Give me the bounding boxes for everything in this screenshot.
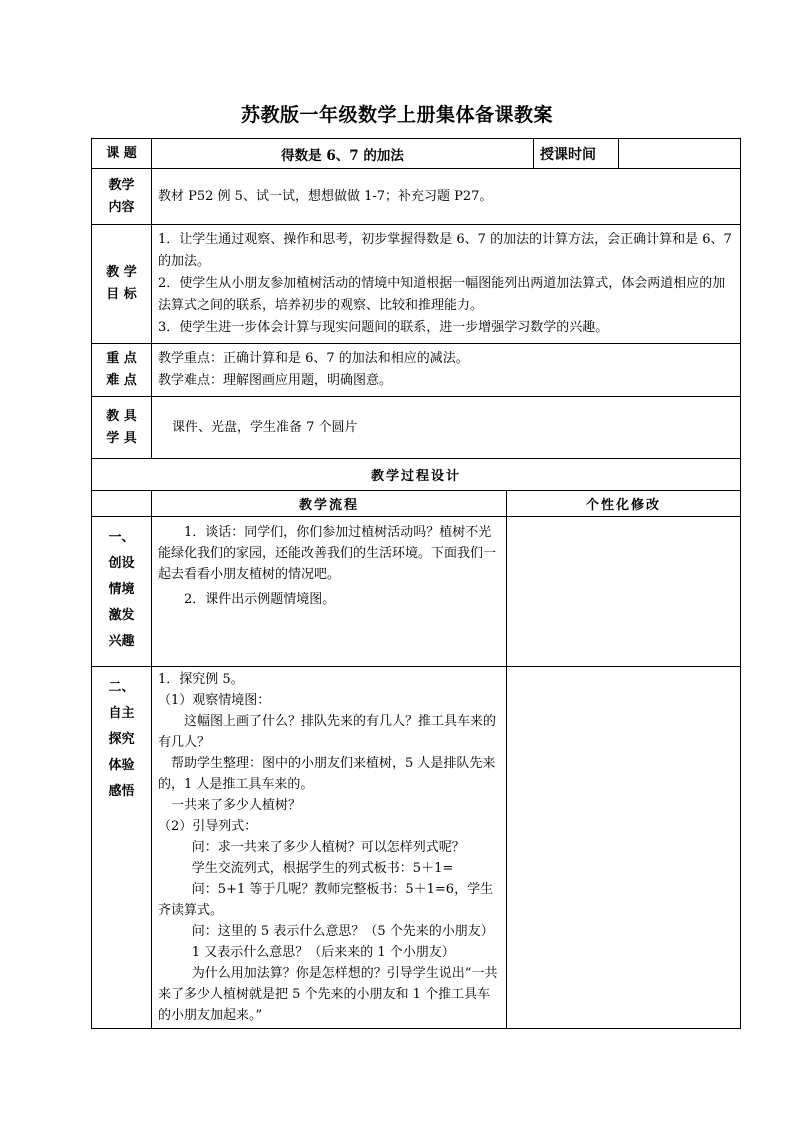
goals-label-line2: 目 标 <box>106 287 137 302</box>
keypoints-label <box>92 344 152 397</box>
section1-modify <box>507 517 741 667</box>
tools-label-line2: 学 具 <box>106 430 137 446</box>
flow-line: （2）引导列式： <box>158 819 258 834</box>
keypoints-row <box>92 344 741 397</box>
topic-label: 课 题 <box>92 139 152 169</box>
header-row <box>92 139 741 169</box>
tools-label <box>92 397 152 459</box>
key-point: 教学重点：正确计算和是 6、7 的加法和相应的减法。 <box>158 351 469 366</box>
content-label-line1: 教学 <box>108 177 135 193</box>
tools-text: 课件、光盘，学生准备 7 个圆片 <box>152 397 741 459</box>
process-heading-row <box>92 459 741 491</box>
content-label <box>92 169 152 225</box>
content-text: 教材 P52 例 5、试一试，想想做做 1-7；补充习题 P27。 <box>152 169 741 225</box>
flow-line: 问：这里的 5 表示什么意思？（5 个先来的小朋友） <box>191 924 494 939</box>
flow-line: 1．谈话：同学们，你们参加过植树活动吗？植树不光能绿化我们的家园，还能改善我们的生活环境。下面我们一起去看看小朋友植树的情况吧。 <box>158 525 497 582</box>
flow-line: 问：求一共来了多少人植树？可以怎样列式呢？ <box>191 840 465 855</box>
goals-label-line1: 教 学 <box>106 265 137 280</box>
flow-line: 2．课件出示例题情境图。 <box>184 592 336 607</box>
goals-text <box>152 225 741 344</box>
section1-label: 一、 创设 情境 激发 兴趣 <box>92 517 152 667</box>
keypoints-label-line1: 重 点 <box>106 351 137 366</box>
time-value <box>619 139 741 169</box>
keypoints-text <box>152 344 741 397</box>
modify-heading: 个性化修改 <box>507 491 741 517</box>
section2-label: 二、 自主 探究 体验 感悟 <box>92 667 152 1029</box>
flow-line: 这幅图上画了什么？排队先来的有几人？推工具车来的有几人？ <box>158 714 497 750</box>
content-row <box>92 169 741 225</box>
goal-item: 3．使学生进一步体会计算与现实问题间的联系，进一步增强学习数学的兴趣。 <box>158 320 609 335</box>
flow-line: 帮助学生整理：图中的小朋友们来植树，5 人是排队先来的，1 人是推工具车来的。 <box>158 756 496 792</box>
flow-line: 一共来了多少人植树？ <box>171 798 302 813</box>
section2-row <box>92 667 741 1029</box>
flow-heading-row <box>92 491 741 517</box>
section1-row <box>92 517 741 667</box>
flow-line: 1．探究例 5。 <box>158 672 244 687</box>
flow-line: 问：5+1 等于几呢？教师完整板书：5＋1=6，学生齐读算式。 <box>158 882 494 918</box>
section1-flow <box>152 517 507 667</box>
goal-item: 2．使学生从小朋友参加植树活动的情境中知道根据一幅图能列出两道加法算式，体会两道相应的加法算式之间的联系，培养初步的观察、比较和推理能力。 <box>158 276 726 313</box>
difficult-point: 教学难点：理解图画应用题，明确图意。 <box>158 373 393 388</box>
section2-modify <box>507 667 741 1029</box>
tools-row <box>92 397 741 459</box>
keypoints-label-line2: 难 点 <box>106 373 137 388</box>
flow-heading: 教学流程 <box>152 491 507 517</box>
goals-row <box>92 225 741 344</box>
goals-label <box>92 225 152 344</box>
tools-label-line1: 教 具 <box>106 408 137 424</box>
flow-line: （1）观察情境图： <box>158 693 271 708</box>
flow-line: 1 又表示什么意思？（后来来的 1 个小朋友） <box>191 945 455 960</box>
topic-value: 得数是 6、7 的加法 <box>152 139 534 169</box>
process-heading: 教学过程设计 <box>92 459 741 491</box>
flow-line: 为什么用加法算？你是怎样想的？引导学生说出“一共来了多少人植树就是把 5 个先来的小朋友和 1 个推工具车的小朋友加起来。” <box>158 966 498 1023</box>
section2-flow <box>152 667 507 1029</box>
time-label: 授课时间 <box>534 139 619 169</box>
lesson-plan-table <box>91 138 741 1029</box>
document-title: 苏教版一年级数学上册集体备课教案 <box>240 104 553 126</box>
content-label-line2: 内容 <box>108 199 135 215</box>
goal-item: 1．让学生通过观察、操作和思考，初步掌握得数是 6、7 的加法的计算方法，会正确计算和是 6、7 的加法。 <box>158 232 732 269</box>
flow-line: 学生交流列式，根据学生的列式板书：5＋1= <box>191 861 454 876</box>
